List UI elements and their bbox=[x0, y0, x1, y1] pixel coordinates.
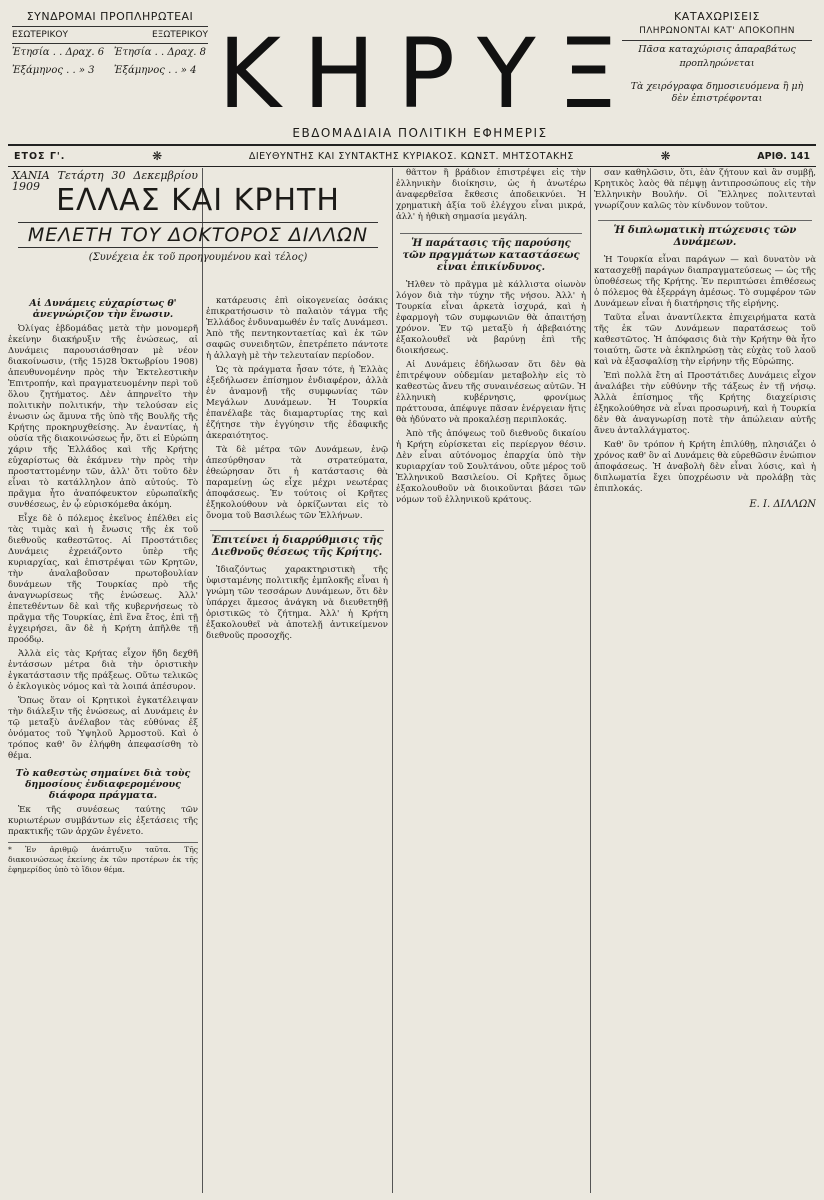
column-4 bbox=[594, 168, 816, 1193]
ads-note: Πᾶσα καταχώρισις ἀπαραβάτως προπληρώνεται bbox=[638, 44, 796, 69]
paragraph: σαν καθηλῶσιν, ὅτι, ἐὰν ζήτουν καὶ ἂν συμβῇ, Κρητικὸς λαὸς θὰ πέμψῃ ἀντιπροσώπους εἰς τὴν Ἑλληνικὴν Βουλήν. Οἱ Ἕλληνες πολιτευταὶ γνωρίζουν καλῶς τὸν κίνδυνον τοῦτον. bbox=[594, 168, 816, 211]
paragraph: Ἀπὸ τῆς ἀπόψεως τοῦ διεθνοῦς δικαίου ἡ Κρήτη εὑρίσκεται εἰς περίεργον θέσιν. Δὲν εἶναι αὐτόνομος ἐπαρχία ὑπὸ τὴν κυριαρχίαν τοῦ Σουλτάνου, οὔτε μέρος τοῦ Ἑλληνικοῦ Βασιλείου. Οἱ Κρῆτες ὅμως ἐξακολουθοῦν νὰ διοικοῦνται βάσει τῶν νόμων τοῦ ἑλληνικοῦ κράτους. bbox=[396, 429, 586, 505]
dateline: ΧΑΝΙΑ Τετάρτη 30 Δεκεμβρίου 1909 bbox=[12, 169, 198, 193]
column-rule bbox=[202, 168, 203, 1193]
paragraph: Ταῦτα εἶναι ἀναντίλεκτα ἐπιχειρήματα κατὰ τῆς ἐκ τῶν Δυνάμεων παρατάσεως τοῦ καθεστῶτος. Ἡ ἀπόφασις διὰ τὴν Κρήτην θὰ ἦτο τοιαύτη, ὥστε νὰ ἐκπληρώσῃ τὰς εὐχὰς τοῦ λαοῦ καὶ νὰ ἐξασφαλίσῃ τὴν εἰρήνην τῆς Εὐρώπης. bbox=[594, 313, 816, 367]
continued-note: (Συνέχεια ἐκ τοῦ προηγουμένου καὶ τέλος) bbox=[88, 252, 308, 263]
issue-number: ΑΡΙΘ. 141 bbox=[757, 150, 810, 162]
section-heading: Τὸ καθεστὼς σημαίνει διὰ τοὺς δημοσίους ἐνδιαφερομένους διάφορα πράγματα. bbox=[15, 768, 191, 801]
semiannual-foreign: Ἐξάμηνος . . » 4 bbox=[113, 65, 197, 76]
ads-title: ΚΑΤΑΧΩΡΙΣΕΙΣ bbox=[673, 10, 761, 23]
subscriptions-columns bbox=[12, 26, 208, 44]
domestic-label: ΕΣΩΤΕΡΙΚΟΥ bbox=[12, 30, 68, 40]
subscriptions-box bbox=[12, 10, 208, 80]
section-heading: Ἐπιτείνει ἡ διαρρύθμισις τῆς Διεθνοῦς θέσεως τῆς Κρήτης. bbox=[210, 530, 384, 559]
subscriptions-title: ΣΥΝΔΡΟΜΑΙ ΠΡΟΠΛΗΡΩΤΕΑΙ bbox=[26, 10, 194, 23]
author-signature: Ε. Ι. ΔΙΛΛΩΝ bbox=[749, 499, 816, 510]
paragraph: Ἐπὶ πολλὰ ἔτη αἱ Προστάτιδες Δυνάμεις εἶχον ἀναλάβει τὴν εὐθύνην τῆς τάξεως ἐν τῇ νήσῳ. Ἀλλὰ ἐπίσημος τῆς Κρήτης διαχείρισις ἐξηκολούθησε νὰ εἶναι προσωρινή, καὶ ἡ Τουρκία δὲν θὰ ἀναγνωρίσῃ ποτὲ τὴν ἀπώλειαν αὐτῆς ἄνευ ἀνταλλάγματος. bbox=[594, 371, 816, 436]
annual-domestic: Ἐτησία . . Δραχ. 6 bbox=[12, 47, 105, 58]
column-1 bbox=[8, 168, 198, 1193]
issue-bar bbox=[8, 144, 816, 167]
editor-line: ΔΙΕΥΘΥΝΤΗΣ ΚΑΙ ΣΥΝΤΑΚΤΗΣ ΚΥΡΙΑΚΟΣ. ΚΩΝΣΤ. ΜΗΤΣΟΤΑΚΗΣ bbox=[248, 150, 574, 162]
subheadline: ΜΕΛΕΤΗ ΤΟΥ ΔΟΚΤΟΡΟΣ ΔΙΛΛΩΝ bbox=[18, 222, 378, 248]
paragraph: Ἰδιαζόντως χαρακτηριστικὴ τῆς ὑφισταμένης πολιτικῆς ἐμπλοκῆς εἶναι ἡ γνώμη τῶν τεσσάρων Δυνάμεων, ὅτι δὲν ὑπάρχει ἄμεσος ἀνάγκη νὰ διευθετηθῇ ὁριστικῶς τὸ ζήτημα. Ἀλλ' ἡ Κρήτη ἐξακολουθεῖ νὰ ἀποτελῇ ἀντικείμενον διεθνοῦς προσοχῆς. bbox=[206, 565, 388, 641]
paragraph: Αἱ Δυνάμεις ἐδήλωσαν ὅτι δὲν θὰ ἐπιτρέψουν οὐδεμίαν μεταβολὴν εἰς τὸ καθεστὼς ἄνευ τῆς συναινέσεως αὐτῶν. Ἡ ἑλληνικὴ κυβέρνησις, φρονίμως πράττουσα, ἀπέφυγε πᾶσαν ἐνέργειαν ἥτις θὰ ἠδύνατο νὰ προκαλέσῃ περιπλοκάς. bbox=[396, 360, 586, 425]
column-rule bbox=[392, 168, 393, 1193]
footnote: * Ἐν ἀριθμῷ ἀνάπτυξιν ταῦτα. Τῆς διακοινώσεως ἐκείνης ἐκ τῶν προτέρων ἐκ τῆς ἐφημερίδος ὑπὸ τὸ ἴδιον θέμα. bbox=[8, 842, 198, 875]
column-rule bbox=[590, 168, 591, 1193]
annual-foreign: Ἐτησία . . Δραχ. 8 bbox=[113, 47, 207, 58]
masthead bbox=[8, 6, 816, 140]
newspaper-subtitle: ΕΒΔΟΜΑΔΙΑΙΑ ΠΟΛΙΤΙΚΗ ΕΦΗΜΕΡΙΣ bbox=[292, 126, 548, 140]
paragraph: Καθ' ὃν τρόπον ἡ Κρήτη ἐπιλύθῃ, πλησιάζει ὁ χρόνος καθ' ὃν αἱ Δυνάμεις θὰ εὑρεθῶσιν ἐνώπιον ἀποφάσεως. Ἡ ἀναβολὴ δὲν εἶναι λύσις, καὶ ἡ διπλωματία ἔχει ὑποχρέωσιν νὰ προλάβῃ τὰς ἐπιπλοκάς. bbox=[594, 440, 816, 494]
paragraph: Ὡς τὰ πράγματα ἦσαν τότε, ἡ Ἑλλὰς ἐξεδήλωσεν ἐπίσημον ἐνδιαφέρον, ἀλλὰ ἐν ἀναμονῇ τῆς συμφωνίας τῶν Μεγάλων Δυνάμεων. Ἡ Τουρκία ἐπανέλαβε τὰς διαμαρτυρίας της καὶ ἐζήτησε τὴν ἐγγύησιν τῆς ἐδαφικῆς ἀκεραιότητος. bbox=[206, 365, 388, 441]
paragraph: Ὀλίγας ἑβδομάδας μετὰ τὴν μονομερῆ ἐκείνην διακήρυξιν τῆς ἑνώσεως, αἱ Δυνάμεις παρουσιάσθησαν μὲ νέον διακοίνωσιν, (τῆς 15)28 Ὀκτωβρίου 1908) ἀπευθυνομένην πρὸς τὴν Ἐκτελεστικὴν Ἐπιτροπήν, καὶ πραγματευομένην περὶ τοῦ ὅλου ζητήματος. Δὲν ἀπηρνεῖτο τὴν πολιτικὴν πολιτικήν, τὴν τελούσαν εἰς ἐνωσιν ὡς ἄμυνα τῆς ὑπὸ τῆς Βουλῆς τῆς Κρήτης προκηρυχθείσης. Ἀν ἐναντίας, ἡ οὐσία τῆς διακοινώσεως ἦν, ὅτι εἰ Εὐρώπη χάριν τῆς Ἑλλάδος καὶ τῆς Κρήτης εὐχαρίστως θὰ ἐκάμνεν τὴν πρὸς τὴν προσταττομένην τῶν, ἀλλ' ὅτι τοῦτο δὲν εἶναι τὸ κατάλληλον ἀπὸ αὐτούς. Τὸ πρᾶγμα ἦτο ἀναπόφευκτον εὐρωπαϊκῆς συνθέσεως, ἐν ᾧ εὑρισκόμεθα ἀκόμη. bbox=[8, 324, 198, 510]
paragraph: κατάρευσις ἐπὶ οἰκογενείας ὀσάκις ἐπικρατήσωσιν τὸ παλαιὸν τάγμα τῆς Ἑλλάδος ἐνδυναμωθέν ἐν ταῖς Δυνάμεσι. Ἀπὸ τῆς πεντηκονταετίας καὶ ἐκ τῶν σαφῶς συνειδητῶν, ἐπετρέπετο πάντοτε ἡ ἀλλαγὴ μὲ τὴν τελευταίαν περίοδον. bbox=[206, 296, 388, 361]
paragraph: Εἶχε δὲ ὁ πόλεμος ἐκεῖνος ἐπέλθει εἰς τὰς τιμὰς καὶ ἡ ἔνωσις τῆς ἐκ τοῦ διεθνοῦς καθεστῶτος. Αἱ Προστάτιδες Δυνάμεις ἐχρειάζοντο ὑπὲρ τῆς κυριαρχίας, καὶ ἐπιστρέψαι τῶν Κρητῶν, τὴν ἀναλαβοῦσαν πρωτοβουλίαν δυνάμεων τῆς Τουρκίας πρὸ τῆς ἀναγνωρίσεως τῆς ἑνώσεως. Ἀλλ' ἐπετεθέντων δὲ καὶ τῆς κυβερνήσεως τὸ πρᾶγμα τῆς Τουρκίας, ἐπὶ ἕνα ἔτος, ἐπὶ τῇ ἐγχειρήσει, ἂν δὲ ἡ Κρήτη ἀπῆλθε τῇ προόδῳ. bbox=[8, 514, 198, 645]
issue-year: ΕΤΟΣ Γ'. bbox=[14, 150, 66, 162]
paragraph: Ἀλλὰ εἰς τὰς Κρήτας εἶχον ἤδη δεχθῆ ἐντάσσων μέτρα διὰ τὴν ὁριστικὴν ἐγκατάστασιν τῆς πράξεως. Οὕτω τελικῶς ὁ ἐκλογικὸς νόμος καὶ τὰ λοιπά ἀπέσυρον. bbox=[8, 649, 198, 692]
advertising-box bbox=[622, 10, 812, 105]
paragraph: Ἠλθεν τὸ πρᾶγμα μὲ κάλλιστα οἰωνὸν λόγον διὰ τὴν τύχην τῆς νήσου. Ἀλλ' ἡ Τουρκία εἶναι ἀρκετὰ ἰσχυρά, καὶ ἡ ἐφαρμογὴ τῶν συμφωνιῶν θὰ ἀπαιτήσῃ χρόνον. Ἐν τῷ μεταξὺ ἡ ἀβεβαιότης ἐξακολουθεῖ νὰ βαρύνῃ ἐπὶ τῆς διοικήσεως. bbox=[396, 280, 586, 356]
foreign-label: ΕΞΩΤΕΡΙΚΟΥ bbox=[152, 30, 208, 40]
section-heading: Ἡ διπλωματικὴ πτώχευσις τῶν Δυνάμεων. bbox=[598, 220, 812, 249]
paragraph: θᾶττον ἢ βράδιον ἐπιστρέψει εἰς τὴν ἐλληνικὴν διοίκησιν, ὡς ἡ ἀνωτέρω ἀναφερθεῖσα ἔκθεσις ἀποδεικνύει. Ἡ χρηματικὴ ἀξία τοῦ ἐλέγχου εἶναι μικρά, ἀλλ' ἡ ἠθικὴ σημασία μεγάλη. bbox=[396, 168, 586, 222]
manuscripts-note: Τὰ χειρόγραφα δημοσιευόμενα ἢ μὴ δὲν ἐπιστρέφονται bbox=[630, 81, 804, 104]
ads-subtitle: ΠΛΗΡΩΝΟΝΤΑΙ ΚΑΤ' ΑΠΟΚΟΠΗΝ bbox=[622, 24, 812, 41]
column-1-text bbox=[8, 196, 198, 875]
column-2 bbox=[206, 296, 388, 1193]
paragraph: Τὰ δὲ μέτρα τῶν Δυνάμεων, ἐνῷ ἀπεσύρθησαν τὰ στρατεύματα, ἐθεώρησαν ὅτι ἡ κατάστασις θὰ παραμείνῃ ὡς εἶχε μέχρι νεωτέρας ἀποφάσεως. Ἐν τούτοις οἱ Κρῆτες ἐξηκολούθουν νὰ ὁρκίζωνται εἰς τὸ ὄνομα τοῦ Βασιλέως τῶν Ἑλλήνων. bbox=[206, 445, 388, 521]
headline: ΕΛΛΑΣ ΚΑΙ ΚΡΗΤΗ bbox=[56, 183, 340, 218]
semiannual-domestic: Ἐξάμηνος . . » 3 bbox=[12, 65, 95, 76]
paragraph: Ἐκ τῆς συνέσεως ταύτης τῶν κυριωτέρων συμβάντων εἰς ἐξετάσεις τῆς πρακτικῆς τῶν ἀρχῶν ἐγένετο. bbox=[8, 805, 198, 837]
section-heading: Αἱ Δυνάμεις εὐχαρίστως θ' ἀνεγνώριζον τὴν ἕνωσιν. bbox=[29, 298, 177, 320]
article-columns bbox=[8, 168, 816, 1193]
section-heading: Ἡ παράτασις τῆς παρούσης τῶν πραγμάτων καταστάσεως εἶναι ἐπικίνδυνος. bbox=[400, 233, 582, 274]
column-3 bbox=[396, 168, 586, 1193]
ornament-right-icon: ❋ bbox=[660, 149, 671, 163]
ornament-left-icon: ❋ bbox=[152, 149, 163, 163]
paragraph: Ἡ Τουρκία εἶναι παράγων — καὶ δυνατὸν νὰ κατασχεθῇ παράγων διαπραγματεύσεως — ὡς τῆς ὑποθέσεως τῆς Κρήτης. Ἐν περιπτώσει ἐπιθέσεως ὁ πόλεμος θὰ ἐξερράγη ἀμέσως. Τὸ συμφέρον τῶν Δυνάμεων εἶναι ἡ διατήρησις τῆς εἰρήνης. bbox=[594, 255, 816, 309]
subscriptions-row-annual bbox=[12, 44, 208, 62]
subscriptions-row-semiannual bbox=[12, 62, 208, 80]
newspaper-title: ΚΗΡΥΞ bbox=[218, 18, 641, 130]
paragraph: Ὅπως ὅταν οἱ Κρητικοὶ ἐγκατέλειψαν τὴν διάλεξιν τῆς ἐνώσεως, αἱ Δυνάμεις ἐν τῷ μεταξὺ ἀνέλαβον τὰς εὐθύνας ἐξ ὀνόματος τοῦ Ὑψηλοῦ Ἀρμοστοῦ. Καὶ ὁ τρόπος καθ' ὃν ἐλήφθη ἀπεφασίσθη τὸ θέμα. bbox=[8, 696, 198, 761]
